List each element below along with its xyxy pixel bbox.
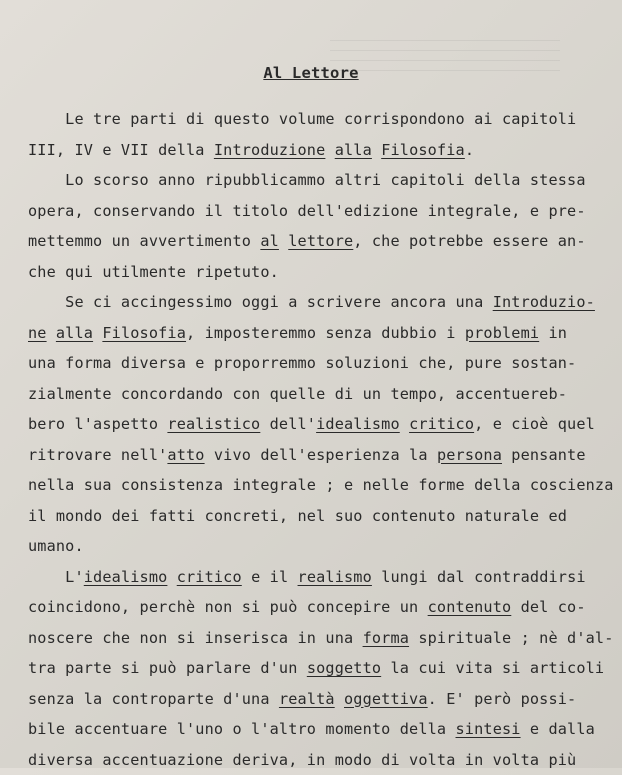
text-run: nella sua consistenza integrale ; e nelle forme della coscienza bbox=[28, 476, 614, 494]
underlined-term: idealismo bbox=[84, 568, 168, 586]
paragraph bbox=[28, 287, 603, 562]
text-line bbox=[28, 501, 603, 532]
underlined-term: Filosofia bbox=[381, 141, 465, 159]
text-run: L' bbox=[28, 568, 84, 586]
text-run: pensante bbox=[502, 446, 586, 464]
text-run: una forma diversa e proporremmo soluzioni che, pure sostan- bbox=[28, 354, 576, 372]
text-run: ritrovare nell' bbox=[28, 446, 167, 464]
underlined-term: Introduzio- bbox=[493, 293, 595, 311]
text-run bbox=[325, 141, 334, 159]
text-run: Se ci accingessimo oggi a scrivere ancora una bbox=[28, 293, 493, 311]
text-line bbox=[28, 135, 603, 166]
text-line bbox=[28, 348, 603, 379]
text-line bbox=[28, 684, 603, 715]
underlined-term: Filosofia bbox=[102, 324, 186, 342]
text-line bbox=[28, 653, 603, 684]
page-title: Al Lettore bbox=[0, 64, 622, 82]
text-run: senza la controparte d'una bbox=[28, 690, 279, 708]
text-line bbox=[28, 165, 603, 196]
text-line bbox=[28, 196, 603, 227]
text-line bbox=[28, 226, 603, 257]
body-text bbox=[28, 104, 603, 775]
text-line bbox=[28, 379, 603, 410]
underlined-term: critico bbox=[177, 568, 242, 586]
text-run: e dalla bbox=[521, 720, 595, 738]
text-run: III, IV e VII della bbox=[28, 141, 214, 159]
underlined-term: ne bbox=[28, 324, 47, 342]
text-line bbox=[28, 409, 603, 440]
text-run: . E' però possi- bbox=[428, 690, 577, 708]
underlined-term: alla bbox=[56, 324, 93, 342]
text-run: diversa accentuazione deriva, in modo di volta in volta più bbox=[28, 751, 576, 769]
text-run: Le tre parti di questo volume corrispondono ai capitoli bbox=[28, 110, 576, 128]
text-line bbox=[28, 257, 603, 288]
paragraph bbox=[28, 165, 603, 287]
text-run bbox=[279, 232, 288, 250]
underlined-term: realistico bbox=[167, 415, 260, 433]
text-line bbox=[28, 623, 603, 654]
underlined-term: realtà bbox=[279, 690, 335, 708]
text-run: coincidono, perchè non si può concepire un bbox=[28, 598, 428, 616]
text-run: che qui utilmente ripetuto. bbox=[28, 263, 279, 281]
text-run: in bbox=[539, 324, 567, 342]
underlined-term: realismo bbox=[298, 568, 372, 586]
text-run: la cui vita si articoli bbox=[381, 659, 604, 677]
paragraph bbox=[28, 104, 603, 165]
text-run: dell' bbox=[260, 415, 316, 433]
text-run: vivo dell'esperienza la bbox=[205, 446, 437, 464]
text-line bbox=[28, 470, 603, 501]
text-run bbox=[335, 690, 344, 708]
underlined-term: persona bbox=[437, 446, 502, 464]
text-line bbox=[28, 104, 603, 135]
text-run: , che potrebbe essere an- bbox=[353, 232, 585, 250]
underlined-term: Introduzione bbox=[214, 141, 326, 159]
text-run: , e cioè quel bbox=[474, 415, 595, 433]
text-run: mettemmo un avvertimento bbox=[28, 232, 260, 250]
text-line bbox=[28, 287, 603, 318]
text-run: umano. bbox=[28, 537, 84, 555]
text-run: del co- bbox=[511, 598, 585, 616]
underlined-term: forma bbox=[363, 629, 409, 647]
underlined-term: soggetto bbox=[307, 659, 381, 677]
underlined-term: oggettiva bbox=[344, 690, 428, 708]
text-run: , imposteremmo senza dubbio i bbox=[186, 324, 465, 342]
underlined-term: lettore bbox=[288, 232, 353, 250]
paragraph bbox=[28, 562, 603, 775]
underlined-term: atto bbox=[167, 446, 204, 464]
underlined-term: alla bbox=[335, 141, 372, 159]
text-run bbox=[93, 324, 102, 342]
underlined-term: problemi bbox=[465, 324, 539, 342]
text-run: Lo scorso anno ripubblicammo altri capitoli della stessa bbox=[28, 171, 586, 189]
underlined-term: sintesi bbox=[456, 720, 521, 738]
text-line bbox=[28, 745, 603, 775]
underlined-term: idealismo bbox=[316, 415, 400, 433]
text-run: opera, conservando il titolo dell'edizione integrale, e pre- bbox=[28, 202, 586, 220]
underlined-term: critico bbox=[409, 415, 474, 433]
text-run: lungi dal contraddirsi bbox=[372, 568, 586, 586]
text-run bbox=[47, 324, 56, 342]
text-run: bero l'aspetto bbox=[28, 415, 167, 433]
text-line bbox=[28, 318, 603, 349]
text-run: noscere che non si inserisca in una bbox=[28, 629, 363, 647]
text-line bbox=[28, 562, 603, 593]
text-run: tra parte si può parlare d'un bbox=[28, 659, 307, 677]
text-line bbox=[28, 531, 603, 562]
text-run: il mondo dei fatti concreti, nel suo contenuto naturale ed bbox=[28, 507, 567, 525]
text-run: bile accentuare l'uno o l'altro momento della bbox=[28, 720, 456, 738]
text-run bbox=[400, 415, 409, 433]
text-run: e il bbox=[242, 568, 298, 586]
text-line bbox=[28, 714, 603, 745]
text-line bbox=[28, 440, 603, 471]
underlined-term: contenuto bbox=[428, 598, 512, 616]
text-run: spirituale ; nè d'al- bbox=[409, 629, 613, 647]
text-run: . bbox=[465, 141, 474, 159]
text-run: zialmente concordando con quelle di un tempo, accentuereb- bbox=[28, 385, 567, 403]
underlined-term: al bbox=[260, 232, 279, 250]
text-run bbox=[372, 141, 381, 159]
text-line bbox=[28, 592, 603, 623]
text-run bbox=[167, 568, 176, 586]
